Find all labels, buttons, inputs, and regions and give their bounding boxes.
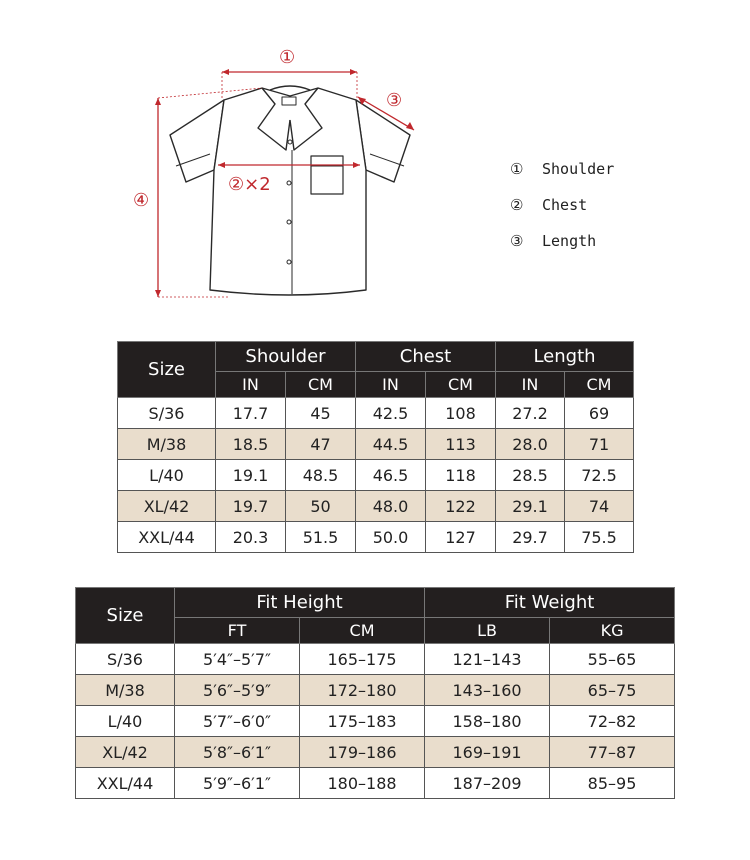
size-cell: XL/42 xyxy=(118,491,216,522)
table-cell: 5′9″–6′1″ xyxy=(175,768,300,799)
table-cell: 50 xyxy=(286,491,356,522)
table-cell: 5′8″–6′1″ xyxy=(175,737,300,768)
garment-measurement-table xyxy=(117,341,634,553)
table-cell: 46.5 xyxy=(356,460,426,491)
table-cell: 158–180 xyxy=(425,706,550,737)
table-row xyxy=(76,675,675,706)
shirt-outline-icon xyxy=(170,86,410,295)
table-cell: 71 xyxy=(565,429,634,460)
table-cell: 42.5 xyxy=(356,398,426,429)
table-row xyxy=(118,491,634,522)
table-cell: 65–75 xyxy=(550,675,675,706)
table-cell: 165–175 xyxy=(300,644,425,675)
table-cell: 50.0 xyxy=(356,522,426,553)
table-cell: 118 xyxy=(426,460,496,491)
table-cell: 74 xyxy=(565,491,634,522)
table-cell: 85–95 xyxy=(550,768,675,799)
table-cell: 47 xyxy=(286,429,356,460)
table-cell: 77–87 xyxy=(550,737,675,768)
legend-number: ② xyxy=(510,196,524,214)
table-cell: 55–65 xyxy=(550,644,675,675)
table-cell: 187–209 xyxy=(425,768,550,799)
unit-header: IN xyxy=(356,372,426,398)
table-cell: 19.7 xyxy=(216,491,286,522)
table-cell: 5′6″–5′9″ xyxy=(175,675,300,706)
table-cell: 122 xyxy=(426,491,496,522)
unit-header: CM xyxy=(300,618,425,644)
table-cell: 72.5 xyxy=(565,460,634,491)
table-row xyxy=(118,460,634,491)
size-column-header: Size xyxy=(76,588,175,644)
unit-header: CM xyxy=(286,372,356,398)
shirt-measurement-diagram xyxy=(0,0,750,320)
table-cell: 17.7 xyxy=(216,398,286,429)
table-cell: 28.0 xyxy=(496,429,565,460)
table-cell: 121–143 xyxy=(425,644,550,675)
legend-number: ① xyxy=(510,160,524,178)
table-cell: 27.2 xyxy=(496,398,565,429)
fit-weight-group-header: Fit Weight xyxy=(425,588,675,618)
table-row xyxy=(76,644,675,675)
unit-header: CM xyxy=(565,372,634,398)
size-cell: S/36 xyxy=(76,644,175,675)
size-cell: S/36 xyxy=(118,398,216,429)
table-row xyxy=(118,398,634,429)
unit-header: IN xyxy=(216,372,286,398)
table-cell: 179–186 xyxy=(300,737,425,768)
table-cell: 69 xyxy=(565,398,634,429)
shoulder-mark: ① xyxy=(279,47,296,68)
size-cell: L/40 xyxy=(76,706,175,737)
table-cell: 5′4″–5′7″ xyxy=(175,644,300,675)
table-cell: 113 xyxy=(426,429,496,460)
table-cell: 72–82 xyxy=(550,706,675,737)
legend-label: Length xyxy=(542,232,597,250)
chest-group-header: Chest xyxy=(356,342,496,372)
table-cell: 175–183 xyxy=(300,706,425,737)
table-cell: 20.3 xyxy=(216,522,286,553)
table-cell: 19.1 xyxy=(216,460,286,491)
table-cell: 143–160 xyxy=(425,675,550,706)
unit-header: CM xyxy=(426,372,496,398)
table-cell: 48.5 xyxy=(286,460,356,491)
table-cell: 29.1 xyxy=(496,491,565,522)
table-cell: 172–180 xyxy=(300,675,425,706)
fit-height-group-header: Fit Height xyxy=(175,588,425,618)
table-cell: 29.7 xyxy=(496,522,565,553)
table-cell: 18.5 xyxy=(216,429,286,460)
size-cell: L/40 xyxy=(118,460,216,491)
unit-header: FT xyxy=(175,618,300,644)
legend-item-chest xyxy=(510,196,614,232)
size-cell: M/38 xyxy=(76,675,175,706)
table-row xyxy=(118,522,634,553)
table-cell: 108 xyxy=(426,398,496,429)
table-row xyxy=(76,706,675,737)
table-cell: 75.5 xyxy=(565,522,634,553)
sleeve-mark: ③ xyxy=(386,90,403,111)
legend-number: ③ xyxy=(510,232,524,250)
unit-header: IN xyxy=(496,372,565,398)
unit-header: KG xyxy=(550,618,675,644)
size-cell: XXL/44 xyxy=(118,522,216,553)
table-cell: 51.5 xyxy=(286,522,356,553)
legend-item-shoulder xyxy=(510,160,614,196)
table-cell: 45 xyxy=(286,398,356,429)
length-mark: ④ xyxy=(133,190,150,211)
table-cell: 180–188 xyxy=(300,768,425,799)
length-group-header: Length xyxy=(496,342,634,372)
table-cell: 44.5 xyxy=(356,429,426,460)
legend-item-length xyxy=(510,232,614,268)
chest-mark: ②×2 xyxy=(228,174,271,195)
size-cell: XXL/44 xyxy=(76,768,175,799)
legend-label: Chest xyxy=(542,196,588,214)
size-cell: M/38 xyxy=(118,429,216,460)
table-cell: 169–191 xyxy=(425,737,550,768)
table-cell: 28.5 xyxy=(496,460,565,491)
table-cell: 127 xyxy=(426,522,496,553)
unit-header: LB xyxy=(425,618,550,644)
table-row xyxy=(76,768,675,799)
fit-recommendation-table xyxy=(75,587,675,799)
measurement-legend xyxy=(510,160,614,268)
size-column-header: Size xyxy=(118,342,216,398)
table-cell: 5′7″–6′0″ xyxy=(175,706,300,737)
table-row xyxy=(76,737,675,768)
legend-label: Shoulder xyxy=(542,160,615,178)
table-row xyxy=(118,429,634,460)
shoulder-group-header: Shoulder xyxy=(216,342,356,372)
size-cell: XL/42 xyxy=(76,737,175,768)
table-cell: 48.0 xyxy=(356,491,426,522)
